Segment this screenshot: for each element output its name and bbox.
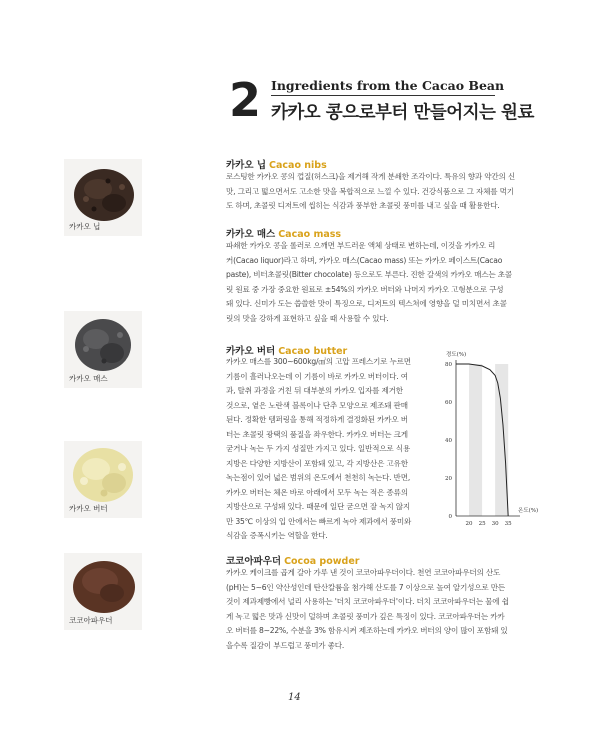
chart-x-tick-label: 35	[504, 521, 512, 527]
photo-caption: 코코아파우더	[69, 616, 113, 625]
chapter-number: 2	[229, 73, 262, 127]
body-line: 기름이 흘러나오는데 이 기름이 바로 카카오 버터이다. 여	[226, 371, 408, 381]
body-line: 카카오 케이크를 곱게 갈아 가루 낸 것이 코코아파우더이다. 천연 코코아파우더의 산도	[226, 568, 501, 577]
chart-y-tick-label: 20	[445, 476, 452, 482]
section-title-ko: 코코아파우더	[226, 556, 282, 567]
chart-y-tick-label: 40	[445, 438, 452, 444]
cacao-butter-photo	[64, 441, 142, 518]
section-body-cacao-butter	[226, 355, 431, 544]
section-body-cacao-mass	[226, 239, 536, 326]
section-title-ko: 카카오 버터	[226, 346, 276, 357]
chart-shaded-band	[495, 364, 508, 516]
cacao-butter-melting-chart	[436, 346, 539, 536]
body-line: 돼 있다. 신미가 도는 씁쓸한 맛이 특징으로, 디저트의 텍스쳐에 영향을 덜 미치면서 초콜	[226, 299, 507, 308]
body-line: 카카오 매스를 300~600kg/㎠의 고압 프레스기로 누르면	[226, 357, 411, 366]
page-number: 14	[288, 692, 301, 703]
chart-x-tick-label: 25	[478, 521, 486, 527]
section-title-ko: 카카오 닙	[226, 160, 267, 171]
cacao-nibs-photo	[64, 159, 142, 236]
body-line: 파쇄한 카카오 콩을 롤러로 으깨면 부드러운 액체 상태로 변하는데, 이것을 카카오 리	[226, 241, 496, 250]
section-title-en: Cocoa powder	[284, 556, 360, 567]
chart-shaded-band	[469, 364, 482, 516]
body-line: 맛, 그리고 떫으면서도 고소한 맛을 복합적으로 느낄 수 있다. 건강식품으로 그 자체를 먹기	[226, 186, 514, 196]
body-line: 을수록 질감이 부드럽고 풍미가 좋다.	[226, 640, 345, 650]
cocoa-powder-photo	[64, 553, 142, 630]
section-title-cacao-nibs	[226, 157, 327, 171]
body-line: 과, 탈취 과정을 거친 뒤 대부분의 카카오 입자를 제거한	[226, 386, 403, 395]
chart-x-tick-label: 20	[465, 521, 473, 527]
body-line: 커(Cacao liquor)라고 하며, 카카오 매스(Cacao mass) 또는 카카오 페이스트(Cacao	[226, 255, 503, 265]
photo-caption: 카카오 닙	[69, 222, 101, 231]
body-line: 릿의 맛을 강하게 표현하고 싶을 때 사용할 수 있다.	[226, 313, 389, 323]
body-line: 도 하며, 초콜릿 디저트에 씹히는 식감과 풍부한 초콜릿 풍미를 내고 싶을 때 활용한다.	[226, 201, 500, 210]
section-title-en: Cacao nibs	[269, 160, 327, 171]
body-line: 것이 제과제빵에서 널리 사용하는 '더치 코코아파우더'이다. 더치 코코아파우더는 물에 쉽	[226, 597, 509, 606]
body-line: 지방산으로 구성돼 있다. 때문에 일단 굳으면 잘 녹지 않지	[226, 502, 411, 511]
chart-x-tick-label: 30	[491, 521, 499, 527]
chapter-title-en: Ingredients from the Cacao Bean	[271, 78, 505, 93]
section-body-cacao-nibs	[226, 170, 536, 214]
chart-x-axis-label: 온도(%)	[518, 508, 539, 514]
cacao-mass-photo	[64, 311, 142, 388]
photo-caption: 카카오 매스	[69, 374, 108, 383]
section-title-cacao-mass	[226, 226, 341, 240]
body-line: (pH)는 5~6인 약산성인데 탄산칼륨을 첨가해 산도를 7 이상으로 높여 알기성으로 만든	[226, 582, 506, 592]
melting-chart-svg	[436, 346, 539, 536]
section-body-cocoa-powder	[226, 566, 536, 653]
section-title-ko: 카카오 매스	[226, 229, 276, 240]
body-line: 로스팅한 카카오 콩의 껍질(허스크)을 제거해 작게 분쇄한 조각이다. 특유의 향과 약간의 신	[226, 172, 515, 181]
chapter-title-rule	[271, 95, 495, 96]
section-title-cocoa-powder	[226, 553, 359, 567]
body-line: 카카오 버터는 체온 바로 아래에서 모두 녹는 적은 종류의	[226, 487, 408, 497]
body-line: 것으로, 옅은 노란색 블록이나 단추 모양으로 제조돼 판매	[226, 400, 408, 410]
body-line: 지방은 다양한 지방산이 포함돼 있고, 각 지방산은 고유한	[226, 458, 408, 468]
chart-y-tick-label: 60	[445, 400, 452, 406]
chart-y-tick-label: 80	[445, 362, 452, 368]
chart-y-tick-label: 0	[448, 514, 452, 520]
body-line: 녹는점이 있어 넓은 범위의 온도에서 천천히 녹는다. 반면,	[226, 473, 411, 482]
body-line: 오 버터를 8~22%, 수분을 3% 함유시켜 제조하는데 카카오 버터의 양이 많이 포함돼 있	[226, 626, 508, 635]
chart-y-axis-label: 경도(%)	[446, 352, 467, 358]
body-line: 릿 원료 중 가장 중요한 원료로 ±54%의 카카오 버터와 나머지 카카오 고형분으로 구성	[226, 284, 504, 294]
body-line: 게 녹고 떫은 맛과 신맛이 덜하며 초콜릿 풍미가 깊은 특징이 있다. 코코아파우더는 카카	[226, 611, 505, 621]
body-line: 만 35℃ 이상의 입 안에서는 빠르게 녹아 제과에서 풍미와	[226, 516, 412, 526]
chapter-title-ko: 카카오 콩으로부터 만들어지는 원료	[271, 103, 534, 123]
body-line: 식감을 증폭시키는 역할을 한다.	[226, 531, 328, 540]
body-line: 굳거나 녹는 두 가지 성질만 가지고 있다. 일반적으로 식용	[226, 444, 411, 453]
body-line: 된다. 정확한 템퍼링을 통해 적정하게 결정화된 카카오 버	[226, 415, 408, 424]
photo-caption: 카카오 버터	[69, 504, 108, 513]
body-line: paste), 비터초콜릿(Bitter chocolate) 등으로도 부른다. 진한 갈색의 카카오 매스는 초콜	[226, 270, 513, 279]
section-title-en: Cacao mass	[278, 229, 342, 240]
section-title-en: Cacao butter	[278, 346, 348, 357]
body-line: 터는 초콜릿 광택의 품질을 좌우한다. 카카오 버터는 크게	[226, 429, 408, 439]
